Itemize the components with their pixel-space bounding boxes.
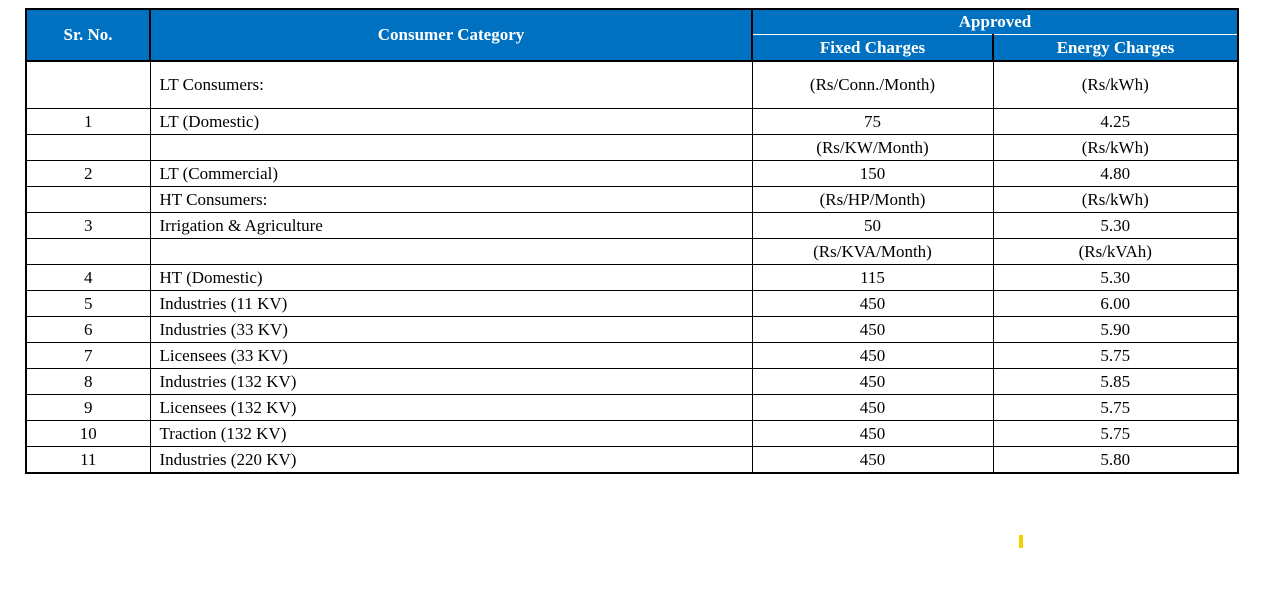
tariff-table [25,8,1239,474]
table-row [26,395,1238,421]
energy-charges-cell: 6.00 [993,291,1238,317]
fixed-charges-cell: 75 [752,109,993,135]
fixed-charges-cell: 450 [752,369,993,395]
consumer-category-cell: HT (Domestic) [150,265,752,291]
energy-charges-cell: (Rs/kWh) [993,187,1238,213]
energy-charges-cell: 5.30 [993,213,1238,239]
fixed-charges-cell: 150 [752,161,993,187]
table-row [26,161,1238,187]
sr-no-cell: 4 [26,265,150,291]
energy-charges-cell: 5.30 [993,265,1238,291]
sr-no-cell: 7 [26,343,150,369]
consumer-category-cell: Industries (11 KV) [150,291,752,317]
energy-charges-cell: (Rs/kWh) [993,61,1238,109]
fixed-charges-cell: 450 [752,395,993,421]
energy-charges-cell: 5.75 [993,395,1238,421]
table-header [26,9,1238,61]
consumer-category-cell: Licensees (33 KV) [150,343,752,369]
table-row [26,291,1238,317]
consumer-category-cell: LT (Commercial) [150,161,752,187]
energy-charges-cell: 4.80 [993,161,1238,187]
table-row [26,421,1238,447]
table-row [26,265,1238,291]
energy-charges-cell: 5.90 [993,317,1238,343]
sr-no-cell [26,239,150,265]
sr-no-cell [26,61,150,109]
fixed-charges-cell: 50 [752,213,993,239]
fixed-charges-cell: 450 [752,343,993,369]
consumer-category-cell [150,135,752,161]
consumer-category-cell: Traction (132 KV) [150,421,752,447]
consumer-category-cell [150,239,752,265]
table-row [26,447,1238,474]
fixed-charges-cell: (Rs/HP/Month) [752,187,993,213]
consumer-category-cell: Industries (33 KV) [150,317,752,343]
consumer-category-cell: Licensees (132 KV) [150,395,752,421]
sr-no-cell [26,187,150,213]
sr-no-cell [26,135,150,161]
fixed-charges-cell: (Rs/KW/Month) [752,135,993,161]
sr-no-cell: 9 [26,395,150,421]
header-fixed-charges: Fixed Charges [752,35,993,62]
sr-no-cell: 8 [26,369,150,395]
consumer-category-cell: Irrigation & Agriculture [150,213,752,239]
table-row [26,135,1238,161]
fixed-charges-cell: 115 [752,265,993,291]
table-row [26,61,1238,109]
energy-charges-cell: 4.25 [993,109,1238,135]
energy-charges-cell: 5.85 [993,369,1238,395]
energy-charges-cell: 5.75 [993,343,1238,369]
consumer-category-cell: HT Consumers: [150,187,752,213]
sr-no-cell: 6 [26,317,150,343]
sr-no-cell: 1 [26,109,150,135]
table-row [26,109,1238,135]
sr-no-cell: 11 [26,447,150,474]
fixed-charges-cell: 450 [752,317,993,343]
sr-no-cell: 3 [26,213,150,239]
header-consumer-category: Consumer Category [150,9,752,61]
sr-no-cell: 2 [26,161,150,187]
sr-no-cell: 5 [26,291,150,317]
consumer-category-cell: Industries (220 KV) [150,447,752,474]
header-energy-charges: Energy Charges [993,35,1238,62]
sr-no-cell: 10 [26,421,150,447]
table-row [26,187,1238,213]
table-row [26,369,1238,395]
table-row [26,317,1238,343]
highlight-marker [1019,535,1023,548]
fixed-charges-cell: 450 [752,447,993,474]
fixed-charges-cell: (Rs/Conn./Month) [752,61,993,109]
fixed-charges-cell: 450 [752,291,993,317]
energy-charges-cell: (Rs/kWh) [993,135,1238,161]
header-approved: Approved [752,9,1238,35]
table-row [26,239,1238,265]
fixed-charges-cell: (Rs/KVA/Month) [752,239,993,265]
energy-charges-cell: 5.80 [993,447,1238,474]
consumer-category-cell: LT (Domestic) [150,109,752,135]
energy-charges-cell: 5.75 [993,421,1238,447]
table-row [26,213,1238,239]
consumer-category-cell: LT Consumers: [150,61,752,109]
table-row [26,343,1238,369]
table-body [26,61,1238,473]
consumer-category-cell: Industries (132 KV) [150,369,752,395]
header-sr-no: Sr. No. [26,9,150,61]
energy-charges-cell: (Rs/kVAh) [993,239,1238,265]
fixed-charges-cell: 450 [752,421,993,447]
